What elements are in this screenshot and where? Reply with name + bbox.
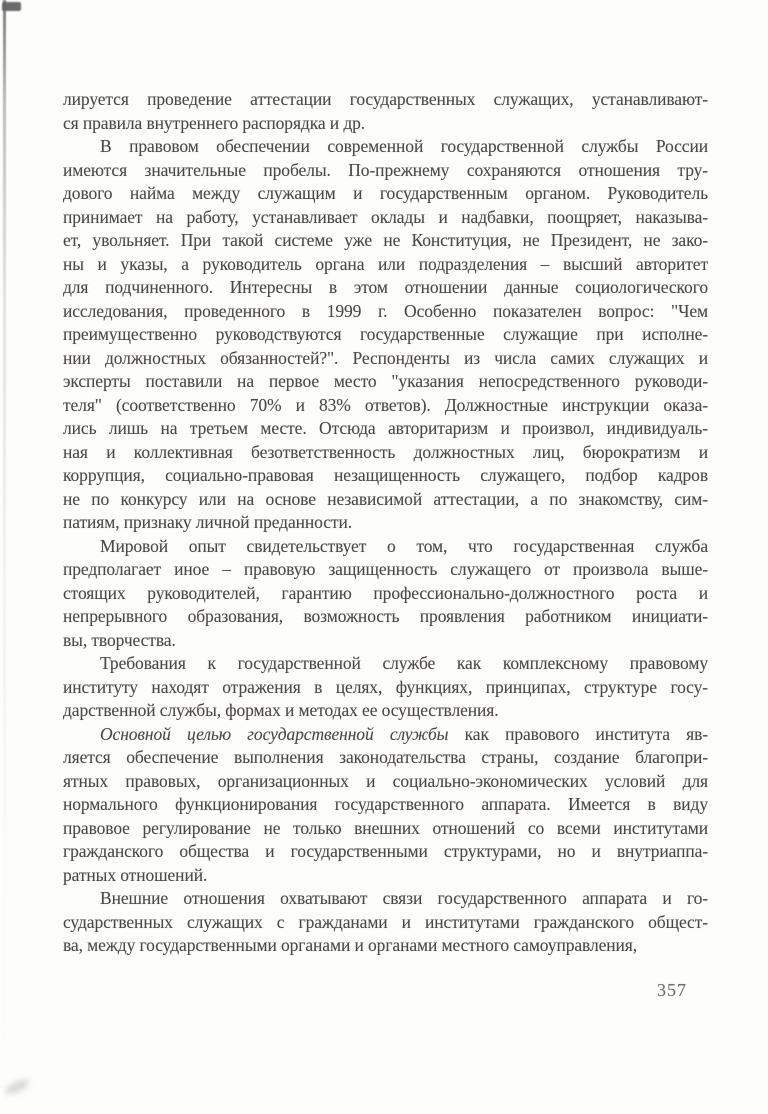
text-segment: ная и коллективная безответственность должностных лиц, бюрократизм и (63, 441, 708, 462)
text-line (63, 159, 708, 183)
text-segment: как правового института яв- (448, 723, 708, 744)
text-segment: Внешние отношения охватывают связи государственного аппарата и го- (100, 888, 708, 908)
text-line (63, 300, 708, 324)
text-line (63, 88, 708, 112)
text-segment: для подчиненного. Интересны в этом отношении данные социологического (63, 277, 708, 297)
text-segment: преимущественно руководствуются государственные служащие при исполне- (63, 324, 708, 344)
text-segment: ва, между государственными органами и органами местного самоуправления, (63, 935, 638, 955)
text-segment: ся правила внутреннего распорядка и др. (63, 112, 366, 133)
text-line (63, 605, 708, 629)
text-line (63, 276, 708, 300)
text-line (63, 699, 708, 723)
text-segment: предполагает иное – правовую защищенность служащего от произвола выше- (63, 559, 708, 579)
text-line (63, 629, 708, 653)
text-segment: нормального функционирования государственного аппарата. Имеется в виду (63, 794, 708, 814)
text-segment: ет, увольняет. При такой системе уже не Конституция, не Президент, не зако- (63, 230, 708, 250)
text-segment: лись лишь на третьем месте. Отсюда авторитаризм и произвол, индивидуаль- (63, 418, 708, 438)
page-text-block (63, 88, 708, 958)
text-segment: ляется обеспечение выполнения законодательства страны, создание благопри- (63, 747, 708, 767)
text-line (63, 535, 708, 559)
text-line (63, 441, 708, 465)
text-segment: нии должностных обязанностей?". Респонденты из числа самих служащих и (63, 347, 708, 368)
text-line (63, 323, 708, 347)
text-line (63, 229, 708, 253)
text-line (63, 206, 708, 230)
text-line (63, 112, 708, 136)
text-segment: не по конкурсу или на основе независимой аттестации, а по знакомству, сим- (63, 488, 708, 509)
text-segment: ны и указы, а руководитель органа или подразделения – высший авторитет (63, 253, 708, 274)
text-segment: стоящих руководителей, гарантию профессионально-должностного роста и (63, 582, 708, 603)
scan-edge-line-artifact (3, 0, 6, 1060)
text-line (63, 464, 708, 488)
text-line (63, 911, 708, 935)
text-line (63, 253, 708, 277)
text-line (63, 558, 708, 582)
text-line (63, 182, 708, 206)
text-line (63, 887, 708, 911)
italic-text-segment: Основной целью государственной службы (100, 723, 449, 744)
text-line (63, 488, 708, 512)
text-segment: теля" (соответственно 70% и 83% ответов). Должностные инструкции оказа- (63, 394, 708, 415)
text-segment: дового найма между служащим и государственным органом. Руководитель (63, 183, 708, 203)
text-line (63, 723, 708, 747)
text-segment: правовое регулирование не только внешних отношений со всеми институтами (63, 817, 708, 838)
text-line (63, 135, 708, 159)
text-segment: непрерывного образования, возможность проявления работником инициати- (63, 606, 708, 626)
text-line (63, 347, 708, 371)
text-segment: Мировой опыт свидетельствует о том, что государственная служба (100, 535, 708, 556)
text-segment: исследования, проведенного в 1999 г. Особенно показателен вопрос: "Чем (63, 300, 708, 321)
text-segment: лируется проведение аттестации государственных служащих, устанавливают- (63, 89, 708, 109)
text-segment: дарственной службы, формах и методах ее осуществления. (63, 700, 499, 720)
text-segment: принимает на работу, устанавливает оклады и надбавки, поощряет, наказыва- (63, 206, 708, 227)
text-line (63, 370, 708, 394)
page-number: 357 (657, 980, 687, 1000)
text-line (63, 417, 708, 441)
text-line (63, 746, 708, 770)
text-line (63, 582, 708, 606)
text-line (63, 864, 708, 888)
text-segment: ятных правовых, организационных и социально-экономических условий для (63, 770, 708, 791)
text-segment: В правовом обеспечении современной государственной службы России (100, 136, 708, 156)
text-line (63, 793, 708, 817)
text-segment: коррупция, социально-правовая незащищенность служащего, подбор кадров (63, 465, 708, 485)
text-segment: эксперты поставили на первое место "указания непосредственного руководи- (63, 371, 708, 391)
text-line (63, 840, 708, 864)
text-segment: вы, творчества. (63, 629, 176, 650)
text-segment: ратных отношений. (63, 864, 208, 885)
text-line (63, 770, 708, 794)
text-segment: институту находят отражения в целях, функциях, принципах, структуре госу- (63, 676, 708, 697)
text-line (63, 676, 708, 700)
text-line (63, 934, 708, 958)
text-segment: сударственных служащих с гражданами и институтами гражданского общест- (63, 911, 708, 932)
scan-smudge-artifact (3, 1077, 31, 1097)
text-line (63, 652, 708, 676)
text-line (63, 817, 708, 841)
text-segment: Требования к государственной службе как комплексному правовому (100, 653, 708, 673)
text-segment: патиям, признаку личной преданности. (63, 512, 353, 532)
text-segment: гражданского общества и государственными структурами, но и внутриаппа- (63, 841, 708, 861)
text-line (63, 394, 708, 418)
text-line (63, 511, 708, 535)
text-segment: имеются значительные пробелы. По-прежнему сохраняются отношения тру- (63, 159, 708, 180)
